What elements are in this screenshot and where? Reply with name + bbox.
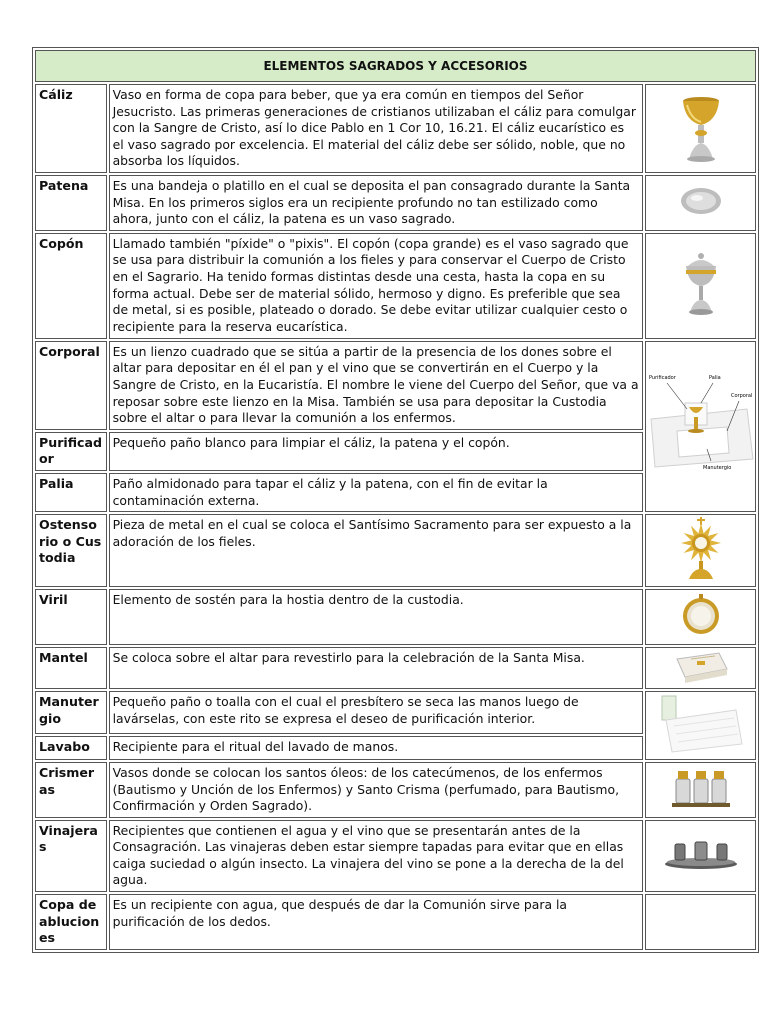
description-cell: Recipiente para el ritual del lavado de manos. [109, 736, 643, 760]
table-row [35, 762, 756, 818]
table-row [35, 514, 756, 587]
description-cell: Vasos donde se colocan los santos óleos: de los catecúmenos, de los enfermos (Bautismo y Unción de los Enfermos) y Santo Crisma (perfumado, para Bautismo, Confirmación y Orden Sagrado). [109, 762, 643, 818]
table-row [35, 691, 756, 733]
term-cell: Patena [35, 175, 107, 231]
paten-photo-icon [645, 175, 756, 231]
altar-linens-diagram-icon [645, 341, 756, 512]
label-purificador: Purificador [648, 375, 676, 382]
term-cell: Viril [35, 589, 107, 646]
description-cell: Paño almidonado para tapar el cáliz y la patena, con el fin de evitar la contaminación externa. [109, 473, 643, 512]
term-cell: Palia [35, 473, 107, 512]
term-cell: Ostensorio o Custodia [35, 514, 107, 587]
term-cell: Vinajeras [35, 820, 107, 892]
sacred-elements-table [32, 47, 759, 953]
term-cell: Copa de abluciones [35, 894, 107, 950]
table-row [35, 233, 756, 339]
term-cell: Corporal [35, 341, 107, 430]
description-cell: Elemento de sostén para la hostia dentro de la custodia. [109, 589, 643, 646]
term-cell: Crismeras [35, 762, 107, 818]
monstrance-photo-icon [645, 514, 756, 587]
table-row [35, 175, 756, 231]
table-row [35, 341, 756, 430]
term-cell: Copón [35, 233, 107, 339]
term-cell: Manutergio [35, 691, 107, 733]
term-cell: Purificador [35, 432, 107, 471]
description-cell: Es un lienzo cuadrado que se sitúa a partir de la presencia de los dones sobre el altar para depositar en él el pan y el vino que se convertirán en el Cuerpo y la Sangre de Cristo, en la Eucaristía. El nombre le viene del Cuerpo del Señor, que va a reposar sobre este lienzo en la Misa. También se usa para depositar la Custodia sobre el altar o para llevar la comunión a los enfermos. [109, 341, 643, 430]
description-cell: Recipientes que contienen el agua y el vino que se presentarán antes de la Consagración. Las vinajeras deben estar siempre tapadas para evitar que en ellas caiga suciedad o algún insecto. La vinajera del vino se pone a la derecha de la del agua. [109, 820, 643, 892]
ciborium-photo-icon [645, 233, 756, 339]
term-cell: Mantel [35, 647, 107, 689]
towel-photo-icon [645, 691, 756, 760]
description-cell: Vaso en forma de copa para beber, que ya era común en tiempos del Señor Jesucristo. Las primeras generaciones de cristianos utilizaban el cáliz para comulgar con la Sangre de Cristo, así lo dice Pablo en 1 Cor 10, 16.21. El cáliz eucarístico es el vaso sagrado por excelencia. El material del cáliz debe ser sólido, noble, que no absorba los líquidos. [109, 84, 643, 173]
luna-photo-icon [645, 589, 756, 646]
description-cell: Pieza de metal en el cual se coloca el Santísimo Sacramento para ser expuesto a la adoración de los fieles. [109, 514, 643, 587]
label-palia: Palia [708, 375, 721, 382]
document [32, 47, 759, 953]
description-cell: Pequeño paño o toalla con el cual el presbítero se seca las manos luego de lavárselas, con este rito se expresa el deseo de purificación interior. [109, 691, 643, 733]
table-row [35, 589, 756, 646]
description-cell: Llamado también "píxide" o "pixis". El copón (copa grande) es el vaso sagrado que se usa para distribuir la comunión a los fieles y para conservar el Cuerpo de Cristo en el Sagrario. Ha tenido formas distintas desde una cesta, hasta la copa en su forma actual. Debe ser de material sólido, hermoso y digno. Es preferible que sea de metal, si es posible, plateado o dorado. Se debe evitar utilizar cualquier cesto o recipiente para la reserva eucarística. [109, 233, 643, 339]
table-row [35, 894, 756, 950]
description-cell: Es una bandeja o platillo en el cual se deposita el pan consagrado durante la Santa Misa. En los primeros siglos era un recipiente profundo no tan estilizado como ahora, junto con el cáliz, la patena es un vaso sagrado. [109, 175, 643, 231]
cruets-photo-icon [645, 820, 756, 892]
altar-cloth-photo-icon [645, 647, 756, 689]
description-cell: Pequeño paño blanco para limpiar el cáliz, la patena y el copón. [109, 432, 643, 471]
table-row [35, 647, 756, 689]
chalice-photo-icon [645, 84, 756, 173]
table-title: ELEMENTOS SAGRADOS Y ACCESORIOS [35, 50, 756, 82]
term-cell: Cáliz [35, 84, 107, 173]
label-manutergio: Manutergio [702, 465, 731, 472]
table-row [35, 820, 756, 892]
table-header-row [35, 50, 756, 82]
label-corporal: Corporal [730, 393, 752, 400]
table-row [35, 84, 756, 173]
term-cell: Lavabo [35, 736, 107, 760]
empty-image-cell [645, 894, 756, 950]
description-cell: Es un recipiente con agua, que después de dar la Comunión sirve para la purificación de los dedos. [109, 894, 643, 950]
description-cell: Se coloca sobre el altar para revestirlo para la celebración de la Santa Misa. [109, 647, 643, 689]
oil-stocks-photo-icon [645, 762, 756, 818]
